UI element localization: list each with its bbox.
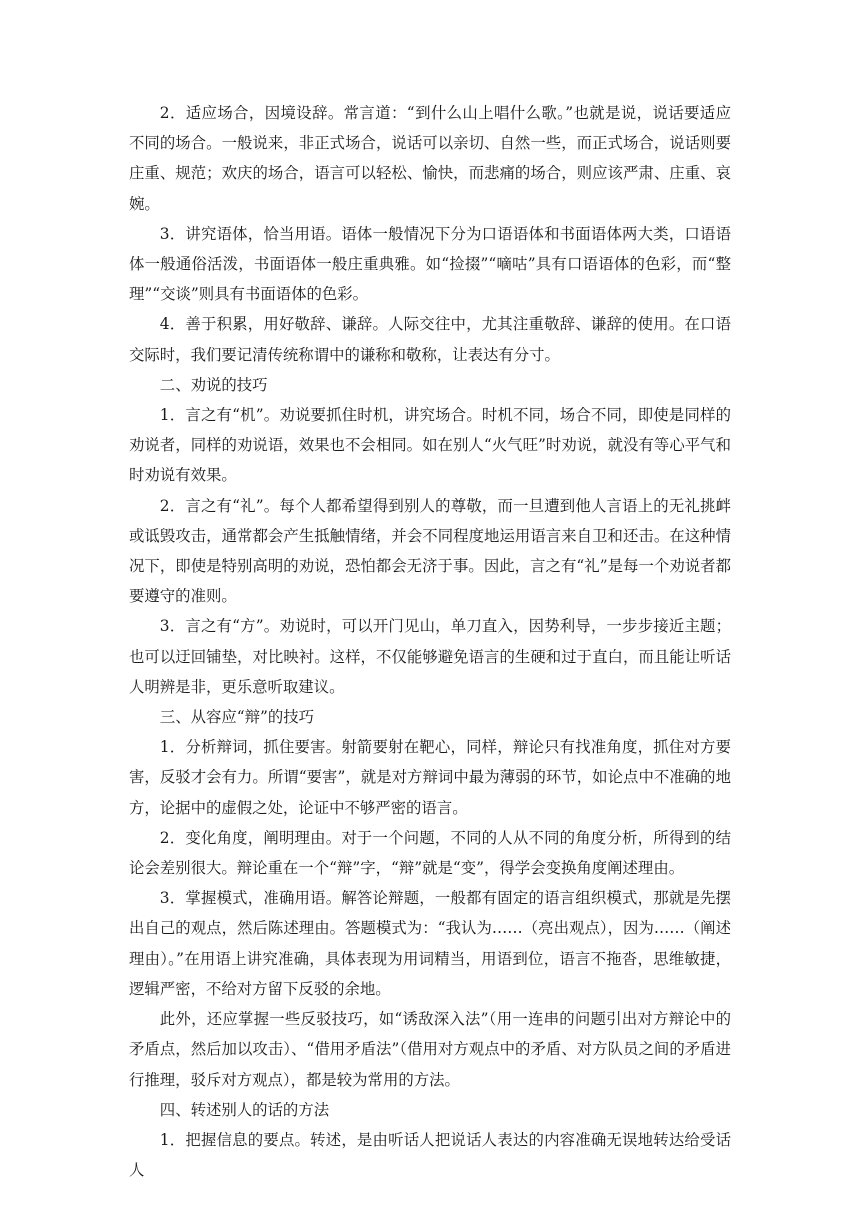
section-heading: 二、劝说的技巧	[159, 375, 268, 394]
paragraph: 2．变化角度，阐明理由。对于一个问题，不同的人从不同的角度分析，所得到的结论会差别很大。辩论重在一个“辩”字，“辩”就是“变”，得学会变换角度阐述理由。	[129, 828, 731, 878]
paragraph: 1．言之有“机”。劝说要抓住时机，讲究场合。时机不同，场合不同，即使是同样的劝说者，同样的劝说语，效果也不会相同。如在别人“火气旺”时劝说，就没有等心平气和时劝说有效果。	[129, 406, 731, 485]
section-heading: 四、转述别人的话的方法	[159, 1100, 330, 1119]
paragraph: 3．言之有“方”。劝说时，可以开门见山，单刀直入，因势利导，一步步接近主题；也可以迂回铺垫，对比映衬。这样，不仅能够避免语言的生硬和过于直白，而且能让听话人明辨是非，更乐意听取建议。	[129, 617, 731, 696]
section-heading: 三、从容应“辩”的技巧	[159, 708, 315, 727]
document-body	[129, 98, 731, 1185]
paragraph: 2．言之有“礼”。每个人都希望得到别人的尊敬，而一旦遭到他人言语上的无礼挑衅或诋毁攻击，通常都会产生抵触情绪，并会不同程度地运用语言来自卫和还击。在这种情况下，即使是特别高明的劝说，恐怕都会无济于事。因此，言之有“礼”是每一个劝说者都要遵守的准则。	[129, 496, 731, 606]
paragraph: 1．分析辩词，抓住要害。射箭要射在靶心，同样，辩论只有找准角度，抓住对方要害，反驳才会有力。所谓“要害”，就是对方辩词中最为薄弱的环节，如论点中不准确的地方，论据中的虚假之处，论证中不够严密的语言。	[129, 738, 731, 817]
paragraph: 1．把握信息的要点。转述，是由听话人把说话人表达的内容准确无误地转达给受话人	[129, 1130, 731, 1180]
paragraph: 3．掌握模式，准确用语。解答论辩题，一般都有固定的语言组织模式，那就是先摆出自己的观点，然后陈述理由。答题模式为：“我认为……（亮出观点），因为……（阐述理由）。”在用语上讲究准确，具体表现为用词精当，用语到位，语言不拖沓，思维敏捷，逻辑严密，不给对方留下反驳的余地。	[129, 889, 731, 998]
paragraph: 此外，还应掌握一些反驳技巧，如“诱敌深入法”（用一连串的问题引出对方辩论中的矛盾点，然后加以攻击）、“借用矛盾法”（借用对方观点中的矛盾、对方队员之间的矛盾进行推理，驳斥对方观点），都是较为常用的方法。	[129, 1010, 731, 1089]
paragraph: 4．善于积累，用好敬辞、谦辞。人际交往中，尤其注重敬辞、谦辞的使用。在口语交际时，我们要记清传统称谓中的谦称和敬称，让表达有分寸。	[129, 315, 731, 364]
paragraph: 2．适应场合，因境设辞。常言道：“到什么山上唱什么歌。”也就是说，说话要适应不同的场合。一般说来，非正式场合，说话可以亲切、自然一些，而正式场合，说话则要庄重、规范；欢庆的场合，语言可以轻松、愉快，而悲痛的场合，则应该严肃、庄重、哀婉。	[129, 104, 731, 213]
paragraph: 3．讲究语体，恰当用语。语体一般情况下分为口语语体和书面语体两大类，口语语体一般通俗活泼，书面语体一般庄重典雅。如“捡掇”“嘀咕”具有口语语体的色彩，而“整理”“交谈”则具有书面语体的色彩。	[129, 224, 731, 304]
